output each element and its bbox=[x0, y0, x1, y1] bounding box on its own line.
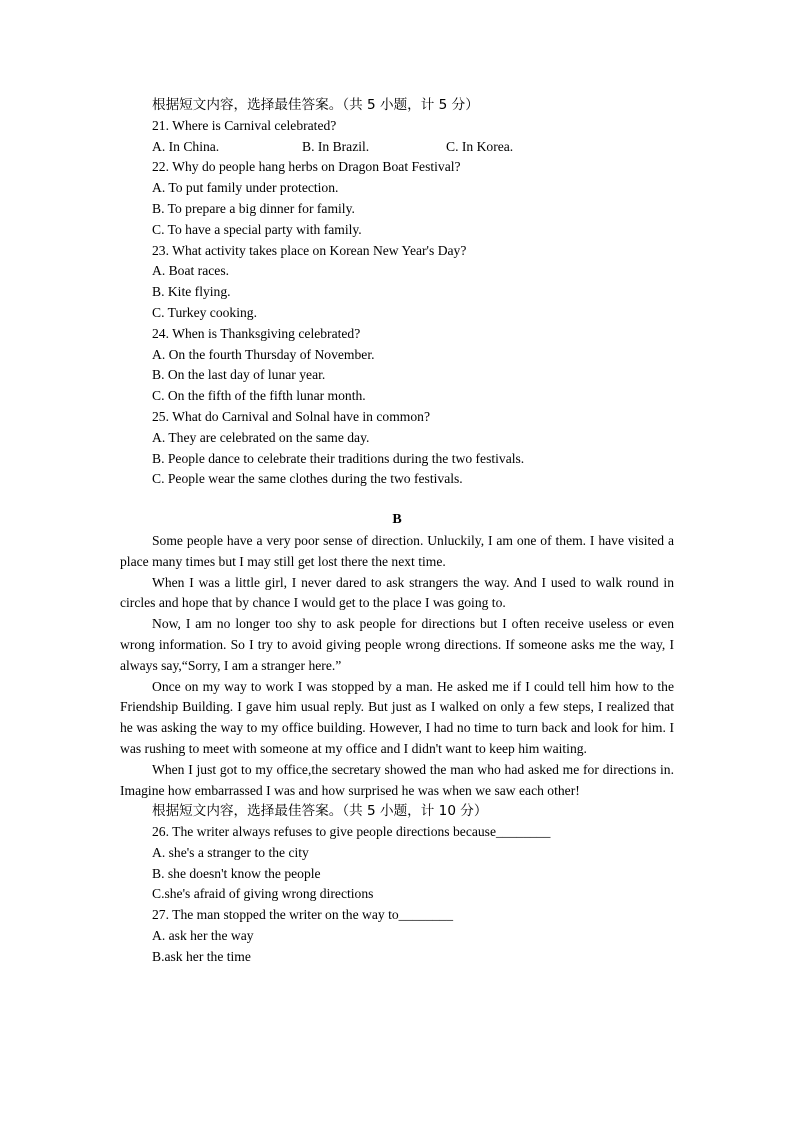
question-25: 25. What do Carnival and Solnal have in common? bbox=[152, 408, 430, 424]
option-c: C. In Korea. bbox=[446, 138, 514, 154]
option-c: C. To have a special party with family. bbox=[152, 221, 362, 237]
option-a: A. ask her the way bbox=[152, 928, 254, 944]
passage-paragraph-2: When I was a little girl, I never dared to ask strangers the way. And I used to walk round in circles and hope that by chance I would get to the place I was going to. bbox=[120, 574, 674, 611]
option-b: B. People dance to celebrate their traditions during the two festivals. bbox=[152, 450, 525, 466]
question-22: 22. Why do people hang herbs on Dragon Boat Festival? bbox=[152, 159, 461, 175]
passage-paragraph-5: When I just got to my office,the secretary showed the man who had asked me for directions in. Imagine how embarrassed I was and how surprised he was when we saw each other! bbox=[120, 761, 674, 798]
option-a: A. On the fourth Thursday of November. bbox=[152, 346, 375, 362]
option-a: A. They are celebrated on the same day. bbox=[152, 429, 370, 445]
passage-paragraph-4: Once on my way to work I was stopped by a man. He asked me if I could tell him how to the Friendship Building. I gave him usual reply. But just as I walked on only a few steps, I realized that he was asking the way to my office building. However, I had no time to turn back and look for him. I was rushing to meet with someone at my office and I didn't want to keep him waiting. bbox=[120, 678, 674, 756]
question-24: 24. When is Thanksgiving celebrated? bbox=[152, 325, 361, 341]
option-a: A. In China. bbox=[152, 138, 220, 154]
option-b: B. In Brazil. bbox=[302, 138, 370, 154]
option-a: A. Boat races. bbox=[152, 263, 230, 279]
option-a: A. she's a stranger to the city bbox=[152, 844, 309, 860]
option-b: B. Kite flying. bbox=[152, 284, 231, 300]
question-27: 27. The man stopped the writer on the way to________ bbox=[152, 907, 454, 923]
question-23: 23. What activity takes place on Korean New Year's Day? bbox=[152, 242, 467, 258]
option-c: C. On the fifth of the fifth lunar month. bbox=[152, 388, 366, 404]
passage-paragraph-1: Some people have a very poor sense of direction. Unluckily, I am one of them. I have visited a place many times but I may still get lost there the next time. bbox=[120, 532, 674, 569]
question-21: 21. Where is Carnival celebrated? bbox=[152, 117, 337, 133]
option-c: C. People wear the same clothes during the two festivals. bbox=[152, 471, 463, 487]
question-21-options bbox=[120, 137, 674, 158]
option-b: B. On the last day of lunar year. bbox=[152, 367, 326, 383]
option-c: C.she's afraid of giving wrong directions bbox=[152, 886, 374, 902]
part-a-instruction: 根据短文内容，选择最佳答案。（共 5 小题，计 5 分） bbox=[152, 97, 479, 113]
document-page bbox=[120, 95, 674, 968]
option-a: A. To put family under protection. bbox=[152, 180, 339, 196]
part-b-title: B bbox=[392, 512, 402, 528]
option-c: C. Turkey cooking. bbox=[152, 304, 257, 320]
question-26: 26. The writer always refuses to give people directions because________ bbox=[152, 824, 551, 840]
option-b: B.ask her the time bbox=[152, 948, 251, 964]
part-b-instruction: 根据短文内容，选择最佳答案。（共 5 小题，计 10 分） bbox=[152, 803, 488, 820]
passage-paragraph-3: Now, I am no longer too shy to ask people for directions but I often receive useless or even wrong information. So I try to avoid giving people wrong directions. If someone asks me the way, I always say,“Sorry, I am a stranger here.” bbox=[120, 616, 674, 673]
option-b: B. To prepare a big dinner for family. bbox=[152, 200, 355, 216]
option-b: B. she doesn't know the people bbox=[152, 865, 321, 881]
